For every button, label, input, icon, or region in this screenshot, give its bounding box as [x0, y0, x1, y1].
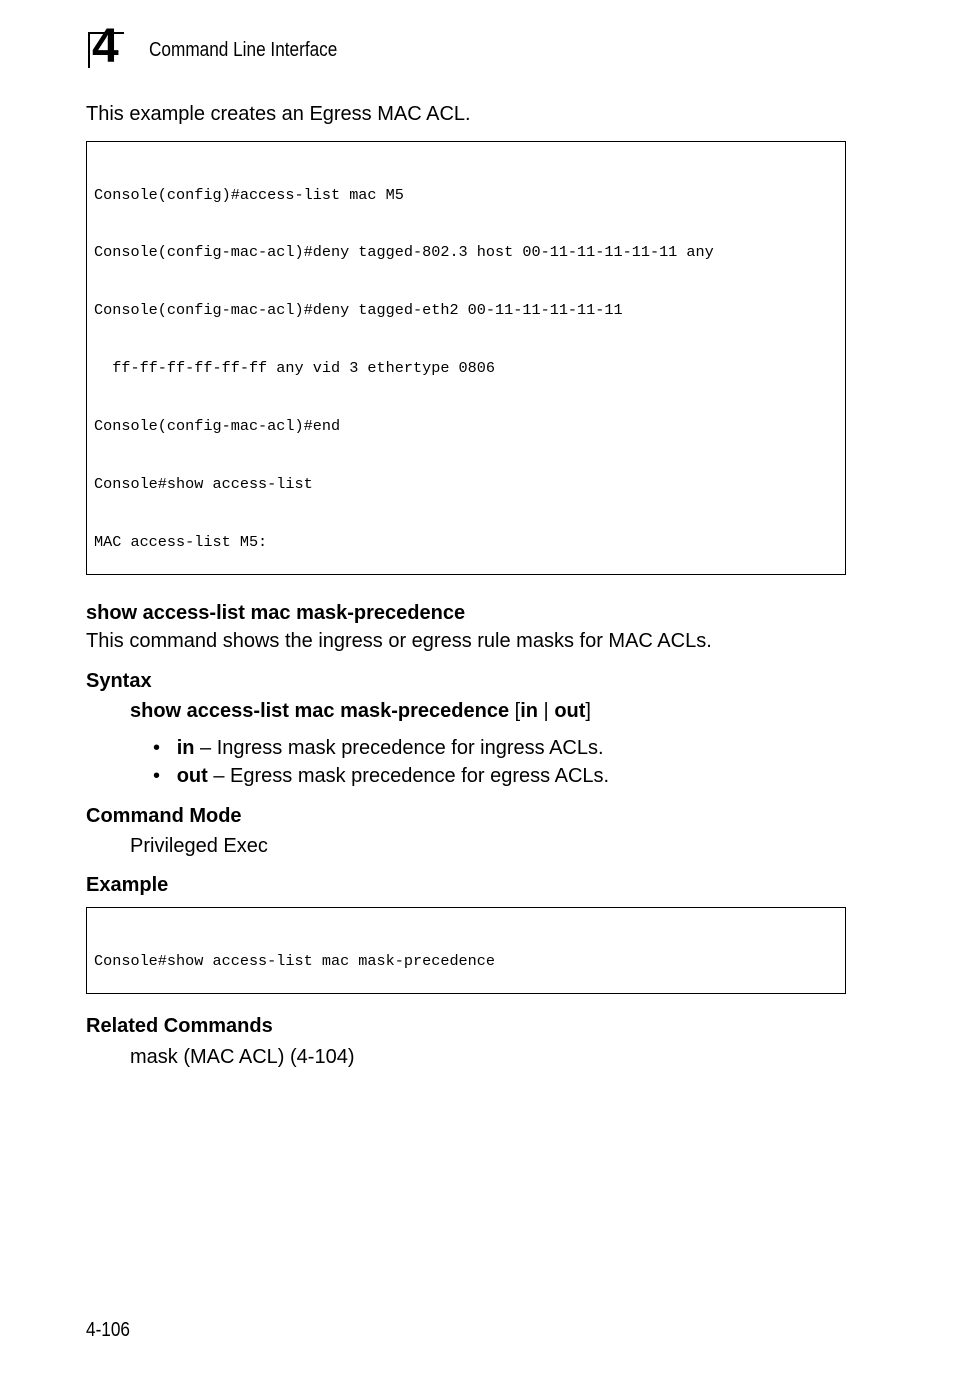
bullet-term: out: [176, 765, 208, 787]
bullet-dot-icon: •: [153, 765, 161, 787]
intro-text: This example creates an Egress MAC ACL.: [86, 103, 471, 125]
syntax-line: [130, 699, 591, 723]
chapter-number: 4: [92, 20, 119, 73]
page-header: [88, 20, 588, 73]
section-title: show access-list mac mask-precedence: [86, 602, 466, 624]
header-title: Command Line Interface: [149, 39, 338, 61]
code-line: ff-ff-ff-ff-ff-ff any vid 3 ethertype 0806: [94, 359, 496, 378]
syntax-option-in: in: [520, 700, 538, 722]
syntax-heading: Syntax: [86, 670, 152, 692]
code-block-egress-acl: [86, 141, 846, 575]
syntax-command: show access-list mac mask-precedence: [130, 700, 510, 722]
code-line: Console(config-mac-acl)#deny tagged-802.3 host 00-11-11-11-11-11 any: [94, 243, 714, 262]
syntax-open-bracket: [: [509, 700, 521, 722]
code-block-example: [86, 907, 846, 994]
code-line: Console#show access-list mac mask-precedence: [94, 951, 496, 970]
code-line: Console(config-mac-acl)#end: [94, 417, 341, 436]
code-line: Console(config-mac-acl)#deny tagged-eth2 00-11-11-11-11-11: [94, 301, 623, 320]
code-line: MAC access-list M5:: [94, 532, 268, 551]
list-item: [153, 736, 604, 760]
code-line: Console(config)#access-list mac M5: [94, 185, 404, 204]
bullet-desc: – Egress mask precedence for egress ACLs.: [207, 765, 610, 787]
syntax-close-bracket: ]: [585, 700, 591, 722]
related-heading: Related Commands: [86, 1015, 273, 1037]
syntax-option-out: out: [554, 700, 586, 722]
syntax-separator: |: [538, 700, 555, 722]
example-heading: Example: [86, 874, 169, 896]
command-mode-heading: Command Mode: [86, 805, 242, 827]
section-description: This command shows the ingress or egress rule masks for MAC ACLs.: [86, 630, 712, 652]
bullet-term: in: [176, 737, 195, 759]
bullet-dot-icon: •: [153, 737, 161, 759]
code-line: Console#show access-list: [94, 475, 313, 494]
page-number: 4-106: [86, 1319, 130, 1341]
bullet-desc: – Ingress mask precedence for ingress ACLs.: [194, 737, 604, 759]
command-mode-value: Privileged Exec: [130, 835, 268, 857]
list-item: [153, 764, 609, 788]
related-link[interactable]: mask (MAC ACL) (4-104): [130, 1046, 355, 1068]
